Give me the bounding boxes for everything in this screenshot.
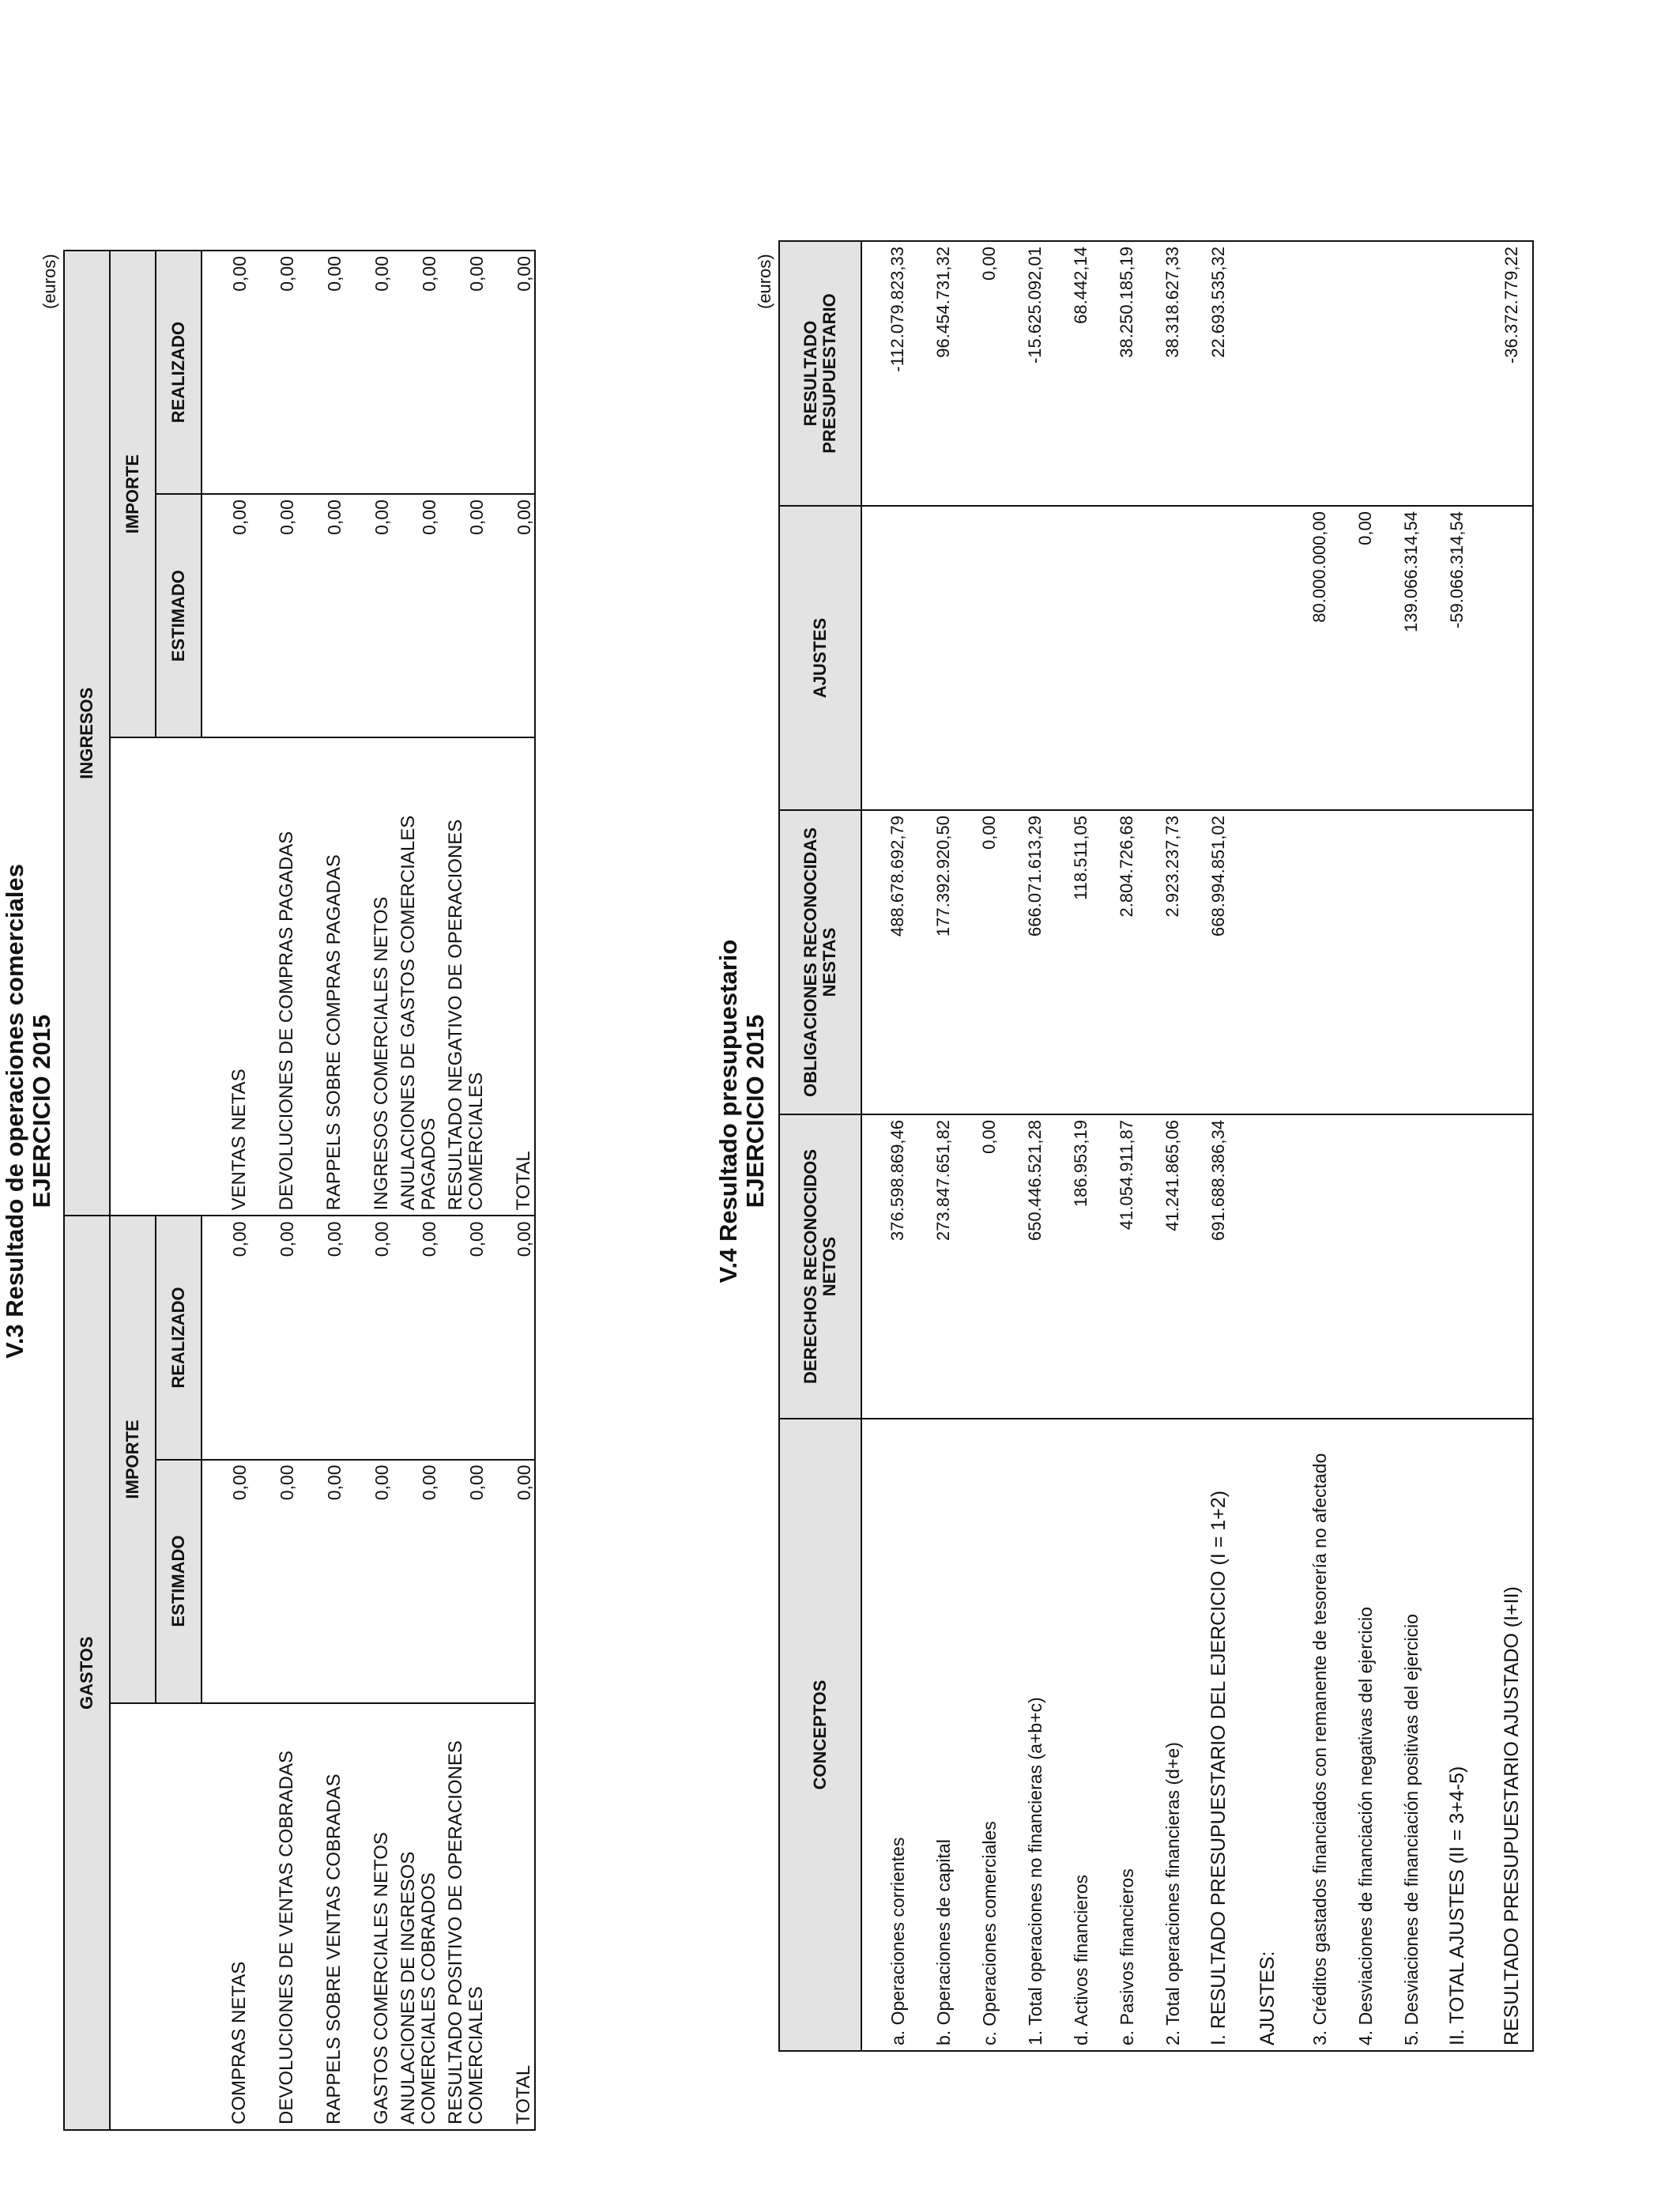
v3-table xyxy=(63,250,536,2131)
obligaciones-cell xyxy=(1329,810,1375,1114)
gastos-concepto: DEVOLUCIONES DE VENTAS COBRADAS xyxy=(250,1703,297,2130)
ajustes-cell xyxy=(1045,506,1090,810)
ingresos-estimado: 0,00 xyxy=(439,494,487,737)
gastos-realizado-header: REALIZADO xyxy=(156,1216,202,1459)
obligaciones-cell: 2.923.237,73 xyxy=(1136,810,1182,1114)
resultado-cell: 0,00 xyxy=(979,247,999,281)
ingresos-realizado: 0,00 xyxy=(514,256,534,292)
ingresos-estimado: 0,00 xyxy=(487,494,535,737)
concepto-cell: AJUSTES: xyxy=(1228,1419,1277,2051)
table-row xyxy=(250,251,297,2130)
v4-title: V.4 Resultado presupuestario xyxy=(714,939,742,1284)
ingresos-concepto: ANULACIONES DE GASTOS COMERCIALES PAGADOS xyxy=(392,737,439,1216)
table-row-total xyxy=(1467,241,1533,2051)
v3-title: V.3 Resultado de operaciones comerciales xyxy=(1,863,28,1359)
resultado-cell: 96.454.731,32 xyxy=(933,247,953,358)
ingresos-realizado: 0,00 xyxy=(277,256,297,292)
gastos-concepto: COMPRAS NETAS xyxy=(202,1703,250,2130)
table-row xyxy=(1182,241,1228,2051)
ajustes-cell xyxy=(1467,506,1533,810)
table-row xyxy=(1136,241,1182,2051)
gastos-concepto: RAPPELS SOBRE VENTAS COBRADAS xyxy=(297,1703,345,2130)
resultado-cell xyxy=(1277,241,1329,506)
header-conceptos: CONCEPTOS xyxy=(779,1419,861,2051)
gastos-concepto: ANULACIONES DE INGRESOS COMERCIALES COBRADOS xyxy=(392,1703,439,2130)
obligaciones-cell xyxy=(1375,810,1421,1114)
concepto-cell: c. Operaciones comerciales xyxy=(953,1419,999,2051)
concepto-cell: 4. Desviaciones de financiación negativas del ejercicio xyxy=(1329,1419,1375,2051)
table-row xyxy=(1045,241,1090,2051)
resultado-cell: 68.442,14 xyxy=(1071,247,1090,324)
ingresos-estimado-header: ESTIMADO xyxy=(156,494,202,737)
obligaciones-cell: 488.678.692,79 xyxy=(861,810,907,1114)
v3-subtitle: EJERCICIO 2015 xyxy=(28,1014,55,1208)
concepto-cell: I. RESULTADO PRESUPUESTARIO DEL EJERCICIO (I = 1+2) xyxy=(1182,1419,1228,2051)
v4-title-block xyxy=(715,724,769,1498)
derechos-cell: 41.241.865,06 xyxy=(1136,1114,1182,1419)
derechos-cell xyxy=(1329,1114,1375,1419)
gastos-estimado: 0,00 xyxy=(392,1460,439,1703)
concepto-cell: e. Pasivos financieros xyxy=(1090,1419,1136,2051)
derechos-cell: 186.953,19 xyxy=(1045,1114,1090,1419)
v4-table xyxy=(778,240,1534,2052)
gastos-estimado: 0,00 xyxy=(202,1460,250,1703)
concepto-cell: a. Operaciones corrientes xyxy=(861,1419,907,2051)
gastos-realizado: 0,00 xyxy=(392,1216,439,1459)
table-row xyxy=(953,241,999,2051)
ingresos-concepto: RESULTADO NEGATIVO DE OPERACIONES COMERCIALES xyxy=(439,737,487,1216)
obligaciones-cell: 118.511,05 xyxy=(1045,810,1090,1114)
ajustes-cell xyxy=(1182,506,1228,810)
derechos-cell xyxy=(1277,1114,1329,1419)
obligaciones-cell: 668.994.851,02 xyxy=(1182,810,1228,1114)
concepto-cell: RESULTADO PRESUPUESTARIO AJUSTADO (I+II) xyxy=(1467,1419,1533,2051)
gastos-realizado: 0,00 xyxy=(202,1216,250,1459)
table-row xyxy=(907,241,953,2051)
ingresos-estimado: 0,00 xyxy=(250,494,297,737)
v3-unit: (euros) xyxy=(40,254,59,309)
resultado-cell: 38.318.627,33 xyxy=(1162,247,1182,358)
gastos-estimado: 0,00 xyxy=(345,1460,392,1703)
obligaciones-cell xyxy=(1421,810,1467,1114)
gastos-estimado: 0,00 xyxy=(297,1460,345,1703)
derechos-cell: 273.847.651,82 xyxy=(907,1114,953,1419)
header-resultado: RESULTADO PRESUPUESTARIO xyxy=(779,241,861,506)
resultado-cell xyxy=(1228,241,1277,506)
concepto-cell: 3. Créditos gastados financiados con remanente de tesorería no afectado xyxy=(1277,1419,1329,2051)
resultado-cell: -36.372.779,22 xyxy=(1501,247,1521,364)
gastos-estimado: 0,00 xyxy=(250,1460,297,1703)
resultado-cell: -15.625.092,01 xyxy=(1025,247,1045,364)
obligaciones-cell xyxy=(1467,810,1533,1114)
ingresos-concepto: VENTAS NETAS xyxy=(202,737,250,1216)
header-obligaciones: OBLIGACIONES RECONOCIDAS NESTAS xyxy=(779,810,861,1114)
ingresos-concepto: DEVOLUCIONES DE COMPRAS PAGADAS xyxy=(250,737,297,1216)
table-row xyxy=(1375,241,1421,2051)
concepto-cell: b. Operaciones de capital xyxy=(907,1419,953,2051)
derechos-cell: 0,00 xyxy=(953,1114,999,1419)
ingresos-realizado: 0,00 xyxy=(419,256,439,292)
header-ajustes: AJUSTES xyxy=(779,506,861,810)
ajustes-cell xyxy=(1228,506,1277,810)
ajustes-cell xyxy=(907,506,953,810)
table-row xyxy=(861,241,907,2051)
concepto-cell: II. TOTAL AJUSTES (II = 3+4-5) xyxy=(1421,1419,1467,2051)
derechos-cell xyxy=(1375,1114,1421,1419)
gastos-realizado: 0,00 xyxy=(345,1216,392,1459)
ajustes-cell xyxy=(953,506,999,810)
table-row xyxy=(392,251,439,2130)
table-row xyxy=(999,241,1045,2051)
table-row xyxy=(202,251,250,2130)
resultado-cell xyxy=(1329,241,1375,506)
obligaciones-cell: 0,00 xyxy=(953,810,999,1114)
gastos-concepto: GASTOS COMERCIALES NETOS xyxy=(345,1703,392,2130)
ingresos-estimado: 0,00 xyxy=(345,494,392,737)
gastos-realizado: 0,00 xyxy=(297,1216,345,1459)
gastos-concepto: RESULTADO POSITIVO DE OPERACIONES COMERCIALES xyxy=(439,1703,487,2130)
gastos-realizado: 0,00 xyxy=(250,1216,297,1459)
resultado-cell: 22.693.535,32 xyxy=(1208,247,1228,358)
ajustes-cell: 0,00 xyxy=(1329,506,1375,810)
concepto-cell: 1. Total operaciones no financieras (a+b+c) xyxy=(999,1419,1045,2051)
table-row xyxy=(1277,241,1329,2051)
ajustes-cell xyxy=(861,506,907,810)
ajustes-cell xyxy=(1136,506,1182,810)
ingresos-realizado-header: REALIZADO xyxy=(156,251,202,494)
gastos-estimado-header: ESTIMADO xyxy=(156,1460,202,1703)
gastos-realizado: 0,00 xyxy=(487,1216,535,1459)
ajustes-cell: 80.000.000,00 xyxy=(1277,506,1329,810)
resultado-cell: 38.250.185,19 xyxy=(1117,247,1136,358)
derechos-cell xyxy=(1228,1114,1277,1419)
ajustes-cell: -59.066.314,54 xyxy=(1421,506,1467,810)
ingresos-importe-header: IMPORTE xyxy=(110,251,156,737)
obligaciones-cell: 177.392.920,50 xyxy=(907,810,953,1114)
ingresos-realizado: 0,00 xyxy=(229,256,250,292)
gastos-estimado: 0,00 xyxy=(487,1460,535,1703)
ajustes-cell: 139.066.314,54 xyxy=(1375,506,1421,810)
table-row xyxy=(1329,241,1375,2051)
derechos-cell xyxy=(1467,1114,1533,1419)
derechos-cell: 650.446.521,28 xyxy=(999,1114,1045,1419)
ajustes-cell xyxy=(999,506,1045,810)
resultado-cell xyxy=(1375,241,1421,506)
obligaciones-cell: 2.804.726,68 xyxy=(1090,810,1136,1114)
concepto-cell: 5. Desviaciones de financiación positivas del ejercicio xyxy=(1375,1419,1421,2051)
ingresos-realizado: 0,00 xyxy=(371,256,392,292)
ingresos-realizado: 0,00 xyxy=(324,256,345,292)
concepto-cell: 2. Total operaciones financieras (d+e) xyxy=(1136,1419,1182,2051)
ingresos-estimado: 0,00 xyxy=(392,494,439,737)
table-row xyxy=(1228,241,1277,2051)
v4-unit: (euros) xyxy=(755,254,774,309)
table-row xyxy=(1090,241,1136,2051)
ingresos-concepto: INGRESOS COMERCIALES NETOS xyxy=(345,737,392,1216)
gastos-importe-header: IMPORTE xyxy=(110,1216,156,1702)
resultado-cell xyxy=(1421,241,1467,506)
table-row xyxy=(345,251,392,2130)
derechos-cell xyxy=(1421,1114,1467,1419)
obligaciones-cell xyxy=(1228,810,1277,1114)
obligaciones-cell xyxy=(1277,810,1329,1114)
gastos-header: GASTOS xyxy=(64,1216,110,2130)
derechos-cell: 691.688.386,34 xyxy=(1182,1114,1228,1419)
derechos-cell: 41.054.911,87 xyxy=(1090,1114,1136,1419)
ingresos-estimado: 0,00 xyxy=(202,494,250,737)
table-row xyxy=(297,251,345,2130)
gastos-estimado: 0,00 xyxy=(439,1460,487,1703)
resultado-cell: -112.079.823,33 xyxy=(887,247,907,372)
table-row xyxy=(439,251,487,2130)
header-derechos: DERECHOS RECONOCIDOS NETOS xyxy=(779,1114,861,1419)
gastos-realizado: 0,00 xyxy=(439,1216,487,1459)
ingresos-header: INGRESOS xyxy=(64,251,110,1216)
derechos-cell: 376.598.869,46 xyxy=(861,1114,907,1419)
table-row-total xyxy=(487,251,535,2130)
ajustes-cell xyxy=(1090,506,1136,810)
ingresos-realizado: 0,00 xyxy=(466,256,487,292)
v4-subtitle: EJERCICIO 2015 xyxy=(741,1014,769,1208)
table-row xyxy=(1421,241,1467,2051)
obligaciones-cell: 666.071.613,29 xyxy=(999,810,1045,1114)
ingresos-concepto: TOTAL xyxy=(487,737,535,1216)
gastos-concepto: TOTAL xyxy=(487,1703,535,2130)
concepto-cell: d. Activos financieros xyxy=(1045,1419,1090,2051)
ingresos-concepto: RAPPELS SOBRE COMPRAS PAGADAS xyxy=(297,737,345,1216)
v3-title-block xyxy=(2,724,55,1498)
ingresos-estimado: 0,00 xyxy=(297,494,345,737)
